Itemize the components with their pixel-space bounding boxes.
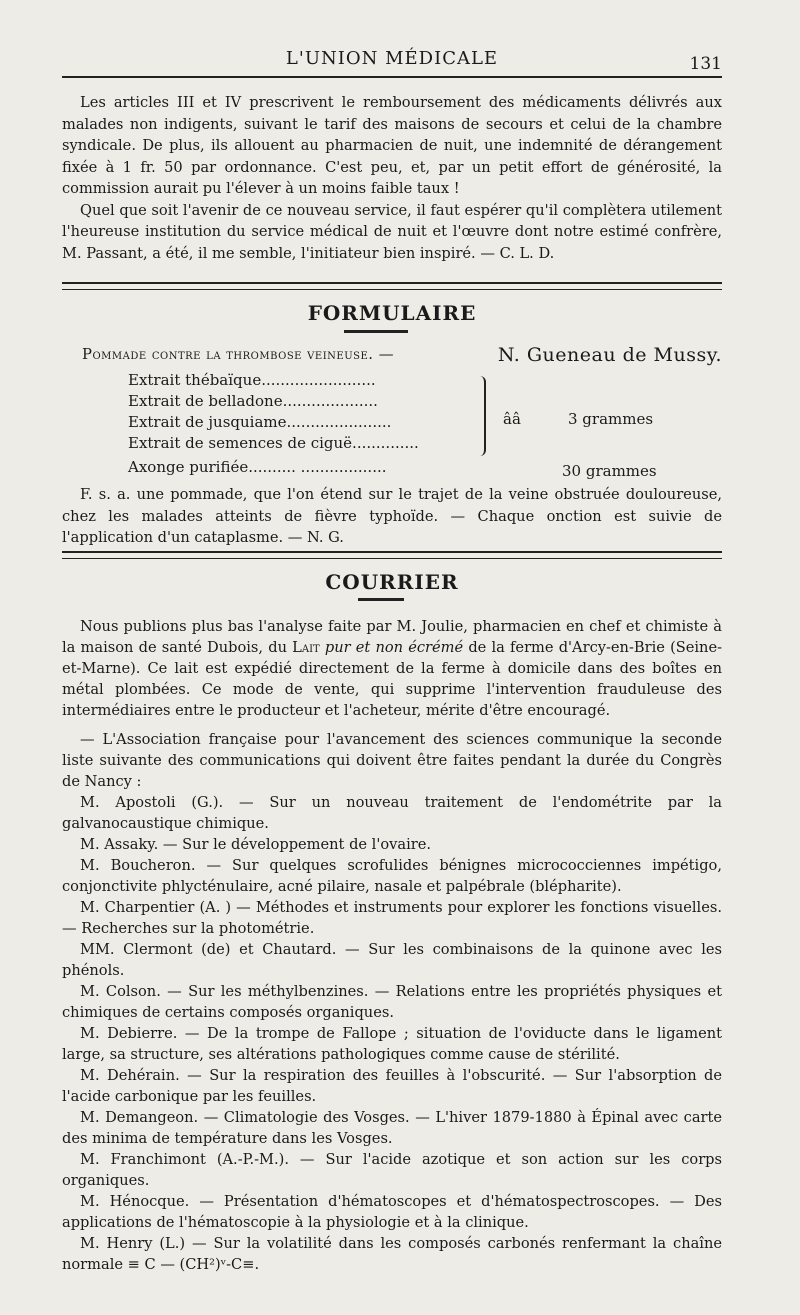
intro-paragraph-1: Les articles III et IV prescrivent le remboursement des médicaments délivrés aux malades non indigents, suivant le tarif des maisons de secours et celui de la chambre syndicale. De plus, ils allouent au pharmacien de nuit, une indemnité de dérangement fixée à 1 fr. 50 par ordonnance. C'est peu, et, par un petit effort de générosité, la commission aurait pu l'élever à un moins faible taux ! <box>62 94 722 197</box>
running-head <box>62 46 722 78</box>
courrier-body <box>62 616 722 1275</box>
group-dose: 3 grammes <box>568 410 654 428</box>
heading-underline <box>344 330 408 333</box>
lait-paragraph <box>62 616 722 721</box>
list-item: M. Colson. — Sur les méthylbenzines. — Relations entre les propriétés physiques et chimiques de certains composés organiques. <box>62 983 722 1021</box>
ingredient-1: Extrait thébaïque........................ <box>128 371 376 389</box>
ingredient-4: Extrait de semences de ciguë.............. <box>128 434 419 452</box>
list-item: M. Charpentier (A. ) — Méthodes et instruments pour explorer les fonctions visuelles. — Recherches sur la photométrie. <box>62 899 722 937</box>
association-paragraph: — L'Association française pour l'avancement des sciences communique la seconde liste suivante des communications qui doivent être faites pendant la durée du Congrès de Nancy : <box>62 731 722 790</box>
ingredient-3: Extrait de jusquiame...................... <box>128 413 392 431</box>
journal-title: L'UNION MÉDICALE <box>285 48 499 69</box>
page-number: 131 <box>689 54 722 74</box>
formula-author: N. Gueneau de Mussy. <box>497 344 722 366</box>
list-item: MM. Clermont (de) et Chautard. — Sur les combinaisons de la quinone avec les phénols. <box>62 941 722 979</box>
formula-instructions: F. s. a. une pommade, que l'on étend sur le trajet de la veine obstruée douloureuse, chez les malades atteints de fièvre typhoïde. — Chaque onction est suivie de l'application d'un cataplasme. — N. G. <box>62 486 722 546</box>
lait-text-a: Nous publions plus bas l'analyse faite par M. Joulie, pharmacien en chef et chimiste à la maison de santé Dubois, du <box>62 618 722 656</box>
section-divider-2 <box>62 551 722 559</box>
formula-title <box>82 344 722 366</box>
ingredient-brace <box>476 376 486 456</box>
list-item: M. Boucheron. — Sur quelques scrofulides bénignes micrococciennes impétigo, conjonctivite phlycténulaire, acné pilaire, nasale et palpébrale (blépharite). <box>62 857 722 895</box>
intro-section <box>62 92 722 264</box>
list-item: M. Assaky. — Sur le développement de l'ovaire. <box>80 836 432 853</box>
section-divider <box>62 282 722 290</box>
list-item: M. Hénocque. — Présentation d'hématoscopes et d'hématospectroscopes. — Des applications de l'hématoscopie à la physiologie et à la clinique. <box>62 1193 722 1231</box>
last-dose: 30 grammes <box>562 462 657 480</box>
ingredient-2: Extrait de belladone.................... <box>128 392 378 410</box>
list-item: M. Demangeon. — Climatologie des Vosges. — L'hiver 1879-1880 à Épinal avec carte des minima de température dans les Vosges. <box>62 1109 722 1147</box>
formulaire-heading: FORMULAIRE <box>307 301 477 325</box>
list-item: M. Debierre. — De la trompe de Fallope ; situation de l'oviducte dans le ligament large, sa structure, ses altérations pathologiques comme cause de stérilité. <box>62 1025 722 1063</box>
formula-instructions-block <box>62 484 722 549</box>
list-item: M. Dehérain. — Sur la respiration des feuilles à l'obscurité. — Sur l'absorption de l'acide carbonique par les feuilles. <box>62 1067 722 1105</box>
formula-name: Pommade contre la thrombose veineuse. — <box>82 346 394 363</box>
intro-paragraph-2: Quel que soit l'avenir de ce nouveau service, il faut espérer qu'il complètera utilement l'heureuse institution du service médical de nuit et l'œuvre dont notre estimé confrère, M. Passant, a été, il me semble, l'initiateur bien inspiré. — C. L. D. <box>62 201 722 262</box>
list-item: M. Apostoli (G.). — Sur un nouveau traitement de l'endométrite par la galvanocaustique chimique. <box>62 794 722 832</box>
heading-underline-2 <box>358 598 404 601</box>
lait-text-c: pur et non écrémé <box>324 639 464 656</box>
ingredient-5: Axonge purifiée.......... .................. <box>128 458 387 476</box>
list-item: M. Franchimont (A.-P.-M.). — Sur l'acide azotique et son action sur les corps organiques. <box>62 1151 722 1189</box>
list-item: M. Henry (L.) — Sur la volatilité dans les composés carbonés renfermant la chaîne normale ≡ C — (CH²)ᵛ-C≡. <box>62 1235 722 1273</box>
lait-text-d: de la ferme d'Arcy-en-Brie (Seine-et-Marne). Ce lait est expédié directement de la ferme à domicile dans des boîtes en métal plombées. Ce mode de vente, qui supprime l'intervention frauduleuse des intermédiaires entre le producteur et l'acheteur, mérite d'être encouragé. <box>62 639 723 719</box>
group-dose-prefix: ââ <box>503 410 521 428</box>
courrier-heading: COURRIER <box>325 570 459 594</box>
lait-text-b: Lait <box>292 639 320 656</box>
